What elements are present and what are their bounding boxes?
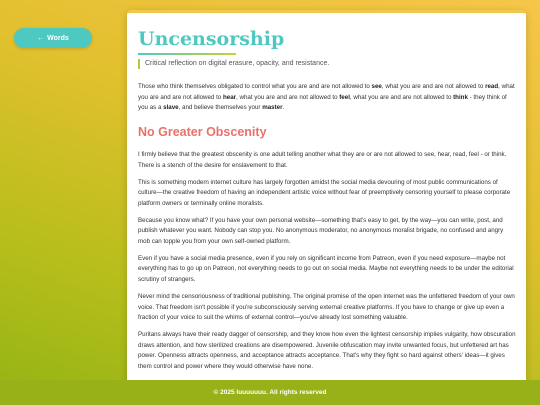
body-paragraph: Never mind the censoriousness of traditional publishing. The original promise of the open internet was the unfettered freedom of your own voice. That freedom isn't possible if you're subconsciously serving external creative platforms. If you have to change or give up even a fraction of your voice to suit the whims of external control—you've already lost something valuable. xyxy=(138,292,515,322)
back-to-words-button[interactable] xyxy=(14,28,92,48)
page-title: Uncensorship xyxy=(138,28,285,50)
page-footer xyxy=(0,380,540,405)
body-paragraph: Even if you have a social media presence, even if you rely on significant income from Patreon, even if you need exposure—maybe not everything has to go up on Patreon, not everything needs to go out on social media. Maybe not everything needs to be under the editorial scrutiny of strangers. xyxy=(138,254,514,284)
article-card xyxy=(127,10,526,390)
section-heading: No Greater Obscenity xyxy=(138,125,267,140)
body-paragraph: Because you know what? If you have your own personal website—something that's easy to get, by the way—you can write, post, and publish whatever you want. Nobody can stop you. No anonymous moderator, no anonymous moralist brigade, no confused and angry mob can topple you from your own self-owned platform. xyxy=(138,216,504,246)
body-paragraph: I firmly believe that the greatest obscenity is one adult telling another what they are or are not allowed to see, hear, read, feel - or think. There is a stench of the desire for enslavement to that. xyxy=(138,151,507,169)
left-arrow-icon: ← xyxy=(37,34,45,42)
article-content xyxy=(127,28,526,373)
copyright-text: © 2025 luuuuuuu. All rights reserved xyxy=(213,389,327,396)
page-subtitle: Critical reflection on digital erasure, opacity, and resistance. xyxy=(138,59,516,69)
intro-paragraph: Those who think themselves obligated to control what you are and are not allowed to see, what you are and are not allowed to read, what you are and are not allowed to hear, what you are and are not allowed to feel, what you are and are not allowed to think - they think of you as a slave, and believe themselves your master. xyxy=(138,83,515,112)
title-underline xyxy=(138,53,236,55)
body-paragraph: This is something modern internet culture has largely forgotten amidst the social media devouring of most public communications of culture—the creative freedom of having an independent artistic voice without fear of preemptively censoring yourself to please corporate platform owners or terminally online moralists. xyxy=(138,178,511,207)
body-paragraph: Puritans always have their ready dagger of censorship, and they know how even the lightest censorship implies vulgarity, how obscuration draws attention, and how sterilized creations are disempowered. Juvenile obfuscation may invite unwanted focus, but unfettered art has power. Openness attracts openness, and acceptance attracts acceptance. That's why they fight so hard against others' ideas—it gives them control and power where they would otherwise have none. xyxy=(138,330,516,371)
back-button-label: Words xyxy=(47,34,69,42)
